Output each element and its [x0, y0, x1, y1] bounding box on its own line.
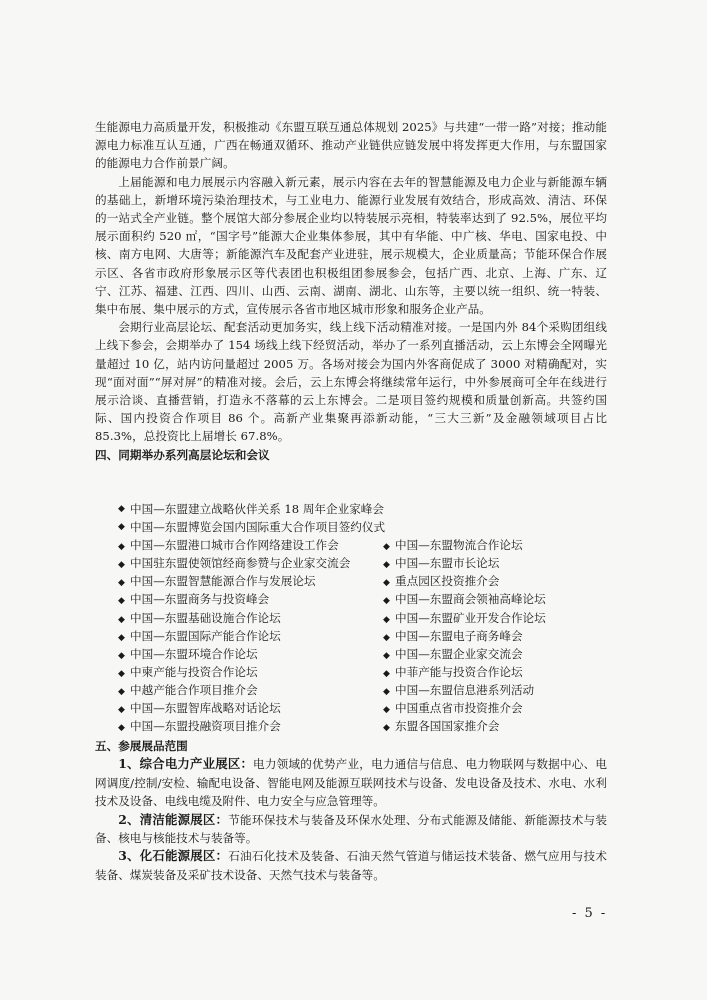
forum-item: 中国—东盟智库战略对话论坛: [130, 701, 281, 716]
bullet-icon: ◆: [383, 596, 390, 607]
bullet-icon: ◆: [118, 723, 125, 734]
forum-item: 中国—东盟建立战略伙伴关系 18 周年企业家峰会: [130, 502, 384, 516]
forum-item: 中国—东盟企业家交流会: [395, 646, 523, 661]
bullet-icon: ◆: [118, 614, 125, 625]
section-4-heading: 四、同期举办系列高层论坛和会议: [95, 447, 270, 462]
bullet-icon: ◆: [118, 522, 125, 533]
exhibit-zone-title: 2、清洁能源展区：: [118, 811, 229, 827]
forum-item: 中国—东盟基础设施合作论坛: [130, 610, 281, 625]
exhibit-zone-text: 电力领域的优势产业，电力通信与信息、电力物联网与数据中心、电网调度/控制/安检、输配电设备、智能电网及能源互联网技术与设备、发电设备及技术、水电、水利技术及设备、电线电缆及附件、电力安全与应急管理等。: [95, 757, 607, 809]
list-item: [118, 500, 588, 518]
bullet-icon: ◆: [383, 614, 390, 625]
bullet-icon: ◆: [383, 723, 390, 734]
bullet-icon: ◆: [118, 650, 125, 661]
list-item: [118, 554, 588, 572]
list-item: [118, 717, 588, 735]
bullet-icon: ◆: [383, 542, 390, 553]
list-item: [118, 663, 588, 681]
forum-item: 中国重点省市投资推介会: [395, 701, 523, 716]
exhibit-zone-text: 石油石化技术及装备、石油天然气管道与储运技术装备、燃气应用与技术装备、煤炭装备及采矿技术设备、天然气技术与装备等。: [95, 849, 607, 882]
forum-item: 东盟各国国家推介会: [395, 719, 500, 734]
bullet-icon: ◆: [118, 686, 125, 697]
forum-item: 中国—东盟市长论坛: [395, 556, 500, 571]
list-item: [118, 590, 588, 608]
list-item: [118, 645, 588, 663]
bullet-icon: ◆: [118, 542, 125, 553]
forum-item: 中国—东盟国际产能合作论坛: [130, 628, 281, 643]
exhibit-zone-1: [95, 755, 607, 810]
forum-item: 中国—东盟投融资项目推介会: [130, 719, 281, 734]
bullet-icon: ◆: [383, 668, 390, 679]
bullet-icon: ◆: [383, 705, 390, 716]
forum-item: 中越产能合作项目推介会: [130, 682, 258, 697]
bullet-icon: ◆: [118, 504, 125, 514]
forum-item: 中国—东盟矿业开发合作论坛: [395, 610, 546, 625]
exhibit-zone-title: 3、化石能源展区：: [118, 848, 229, 864]
bullet-icon: ◆: [118, 560, 125, 571]
bullet-icon: ◆: [383, 578, 390, 589]
list-item: [118, 627, 588, 645]
forum-item: 中国—东盟港口城市合作网络建设工作会: [130, 538, 339, 553]
forum-list: [118, 500, 588, 735]
exhibit-zone-3: [95, 847, 607, 884]
exhibit-scope: [95, 737, 607, 884]
forum-item: 中国—东盟电子商务峰会: [395, 628, 523, 643]
forum-item: 中国—东盟环境合作论坛: [130, 646, 258, 661]
list-item: [118, 572, 588, 590]
forum-item: 中柬产能与投资合作论坛: [130, 664, 258, 679]
bullet-icon: ◆: [383, 650, 390, 661]
list-item: [118, 609, 588, 627]
bullet-icon: ◆: [383, 686, 390, 697]
list-item: [118, 536, 588, 554]
paragraph-exhibition-content: 上届能源和电力展展示内容融入新元素，展示内容在去年的智慧能源及电力企业与新能源车辆的基础上，新增环境污染治理技术，与工业电力、能源行业发展有效结合，形成高效、清洁、环保的一站式全产业链。整个展馆大部分参展企业均以特装展示亮相，特装率达到了 92.5%，展位平均展示面积约 520 ㎡，“国字号”能源大企业集体参展，其中有华能、中广核、华电、国家电投、中核、南方电网、大唐等；新能源汽车及配套产业进驻，展示规模大，企业质量高；节能环保合作展示区、各省市政府形象展示区等代表团也积极组团参展参会，包括广西、北京、上海、广东、辽宁、江苏、福建、江西、四川、山西、云南、湖南、湖北、山东等，主要以统一组织、统一特装、集中布展、集中展示的方式，宣传展示各省市地区城市形象和服务企业产品。: [95, 174, 607, 317]
forum-item: 重点园区投资推介会: [395, 574, 500, 589]
bullet-icon: ◆: [118, 596, 125, 607]
bullet-icon: ◆: [118, 705, 125, 716]
list-item: [118, 681, 588, 699]
page-number: - 5 -: [572, 906, 608, 921]
forum-item: 中国—东盟信息港系列活动: [395, 682, 535, 697]
paragraph-forums-activities: 会期行业高层论坛、配套活动更加务实，线上线下活动精准对接。一是国内外 84个采购团组线上线下参会，会期举办了 154 场线上线下经贸活动，举办了一系列直播活动，云上东博会全网曝光量超过 10 亿，站内访问量超过 2005 万。各场对接会为国内外客商促成了 3000 对精确配对，实现“面对面”“屏对屏”的精准对接。会后，云上东博会将继续常年运行，中外参展商可全年在线进行展示洽谈、直播营销，打造永不落幕的云上东博会。二是项目签约规模和质量创新高。共签约国际、国内投资合作项目 86 个。高新产业集聚再添新动能，“三大三新”及金融领域项目占比 85.3%，总投资比上届增长 67.8%。: [95, 320, 607, 444]
bullet-icon: ◆: [118, 578, 125, 589]
bullet-icon: ◆: [383, 632, 390, 643]
bullet-icon: ◆: [118, 632, 125, 643]
forum-item: 中国驻东盟使领馆经商参赞与企业家交流会: [130, 556, 351, 571]
forum-item: 中菲产能与投资合作论坛: [395, 664, 523, 679]
exhibit-zone-2: [95, 811, 607, 848]
list-item: [118, 699, 588, 717]
bullet-icon: ◆: [383, 560, 390, 571]
bullet-icon: ◆: [118, 668, 125, 679]
exhibit-zone-title: 1、综合电力产业展区：: [118, 756, 254, 772]
exhibit-zone-text: 节能环保技术与装备及环保水处理、分布式能源及储能、新能源技术与装备、核电与核能技术与装备等。: [95, 812, 607, 846]
forum-item: 中国—东盟商会领袖高峰论坛: [395, 592, 546, 607]
body-text-top: [95, 118, 607, 464]
forum-item: 中国—东盟商务与投资峰会: [130, 592, 270, 607]
forum-item: 中国—东盟智慧能源合作与发展论坛: [130, 574, 316, 589]
paragraph-continuation: 生能源电力高质量开发，积极推动《东盟互联互通总体规划 2025》与共建“一带一路”对接；推动能源电力标准互认互通，广西在畅通双循环、推动产业链供应链发展中将发挥更大作用，与东盟国家的能源电力合作前景广阔。: [95, 120, 607, 171]
forum-item: 中国—东盟物流合作论坛: [395, 538, 523, 553]
section-5-heading: 五、参展展品范围: [95, 739, 188, 753]
list-item: [118, 518, 588, 536]
forum-item: 中国—东盟博览会国内国际重大合作项目签约仪式: [130, 520, 386, 535]
